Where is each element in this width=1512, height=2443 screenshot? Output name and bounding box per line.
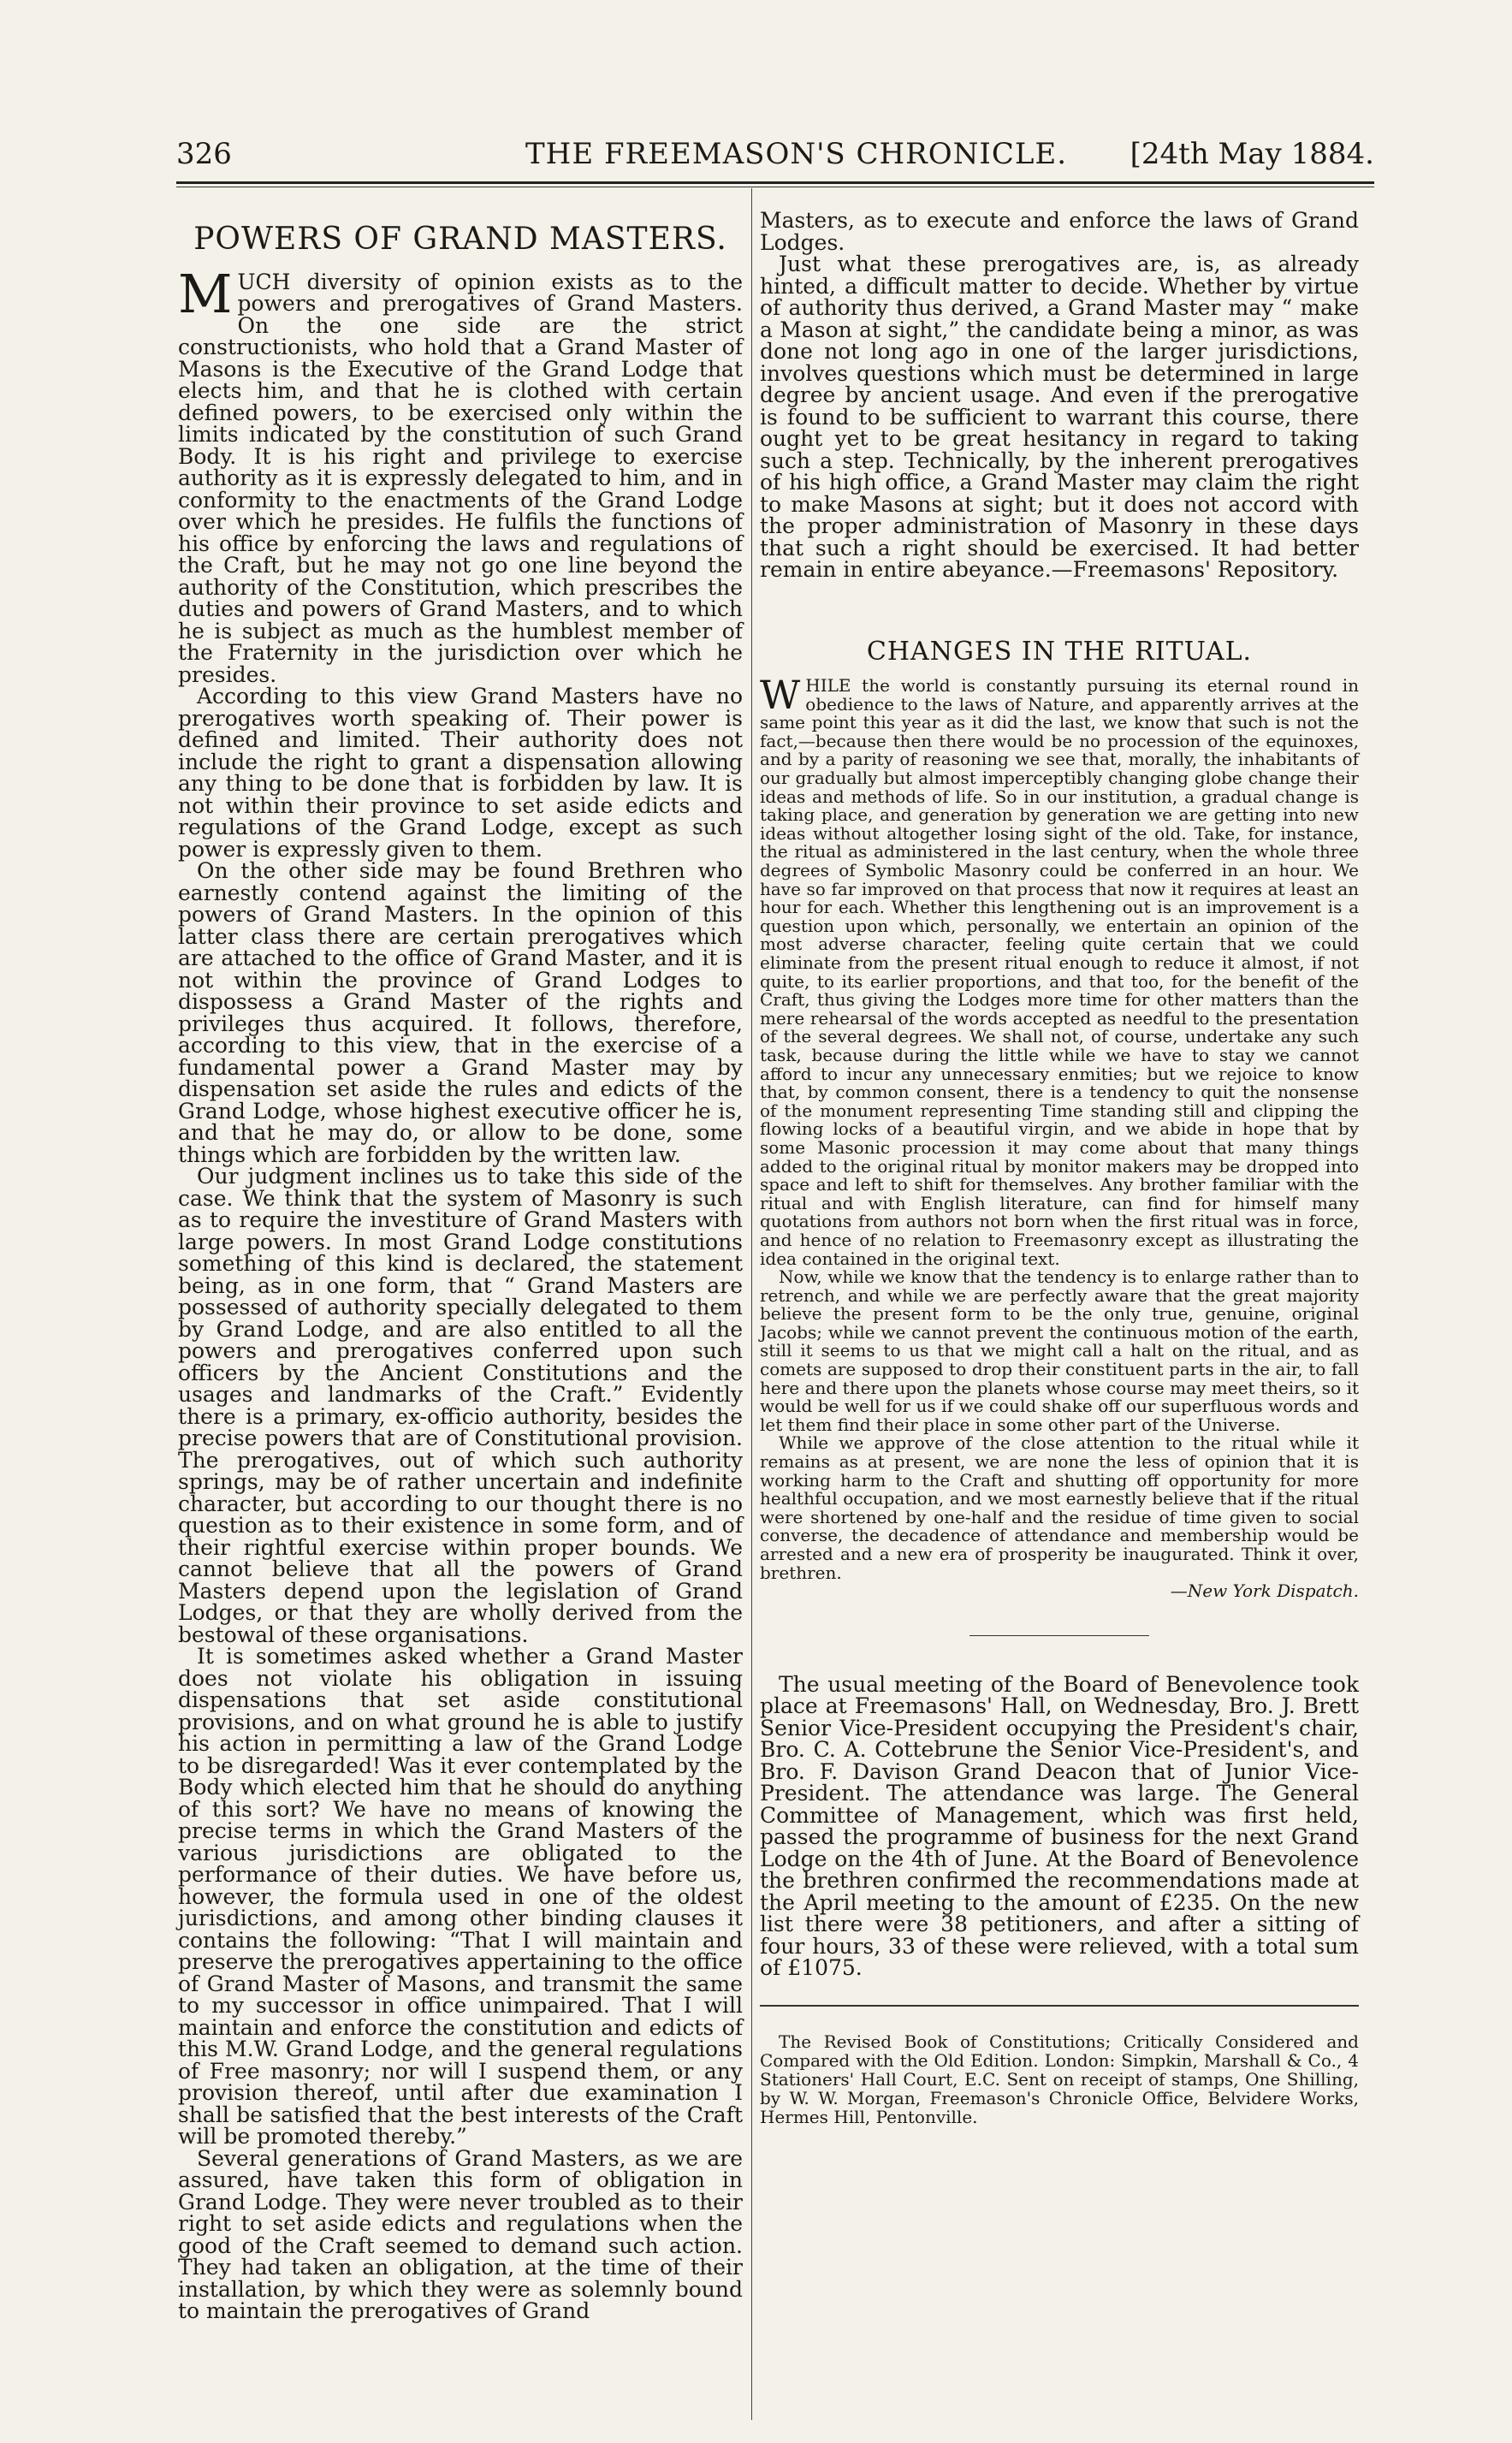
article-paragraph: Our judgment inclines us to take this side of the case. We think that the system of Masonry is such as to require the investiture of Grand Masters with large powers. In most Grand Lodge constitutions something of this kind is declared, the statement being, as in one form, that “ Grand Masters are possessed of authority specially delegated to them by Grand Lodge, and are also entitled to all the powers and prerogatives conferred upon such officers by the Ancient Constitutions and the usages and landmarks of the Craft.” Evidently there is a primary, ex-officio authority, besides the precise powers that are of Constitutional provision. The prerogatives, out of which such authority springs, may be of rather uncertain and indefinite character, but according to our thought there is no question as to their existence in some form, and of their rightful exercise within proper bounds. We cannot believe that all the powers of Grand Masters depend upon the legislation of Grand Lodges, or that they are wholly derived from the bestowal of these organisations. — [178, 1164, 743, 1647]
left-column — [178, 224, 743, 2322]
advert-rule — [760, 2005, 1359, 2007]
drop-cap: W — [760, 672, 801, 719]
advertisement — [760, 2032, 1359, 2126]
article-paragraph: It is sometimes asked whether a Grand Master does not violate his obligation in issuing dispensations that set aside constitutional provisions, and on what ground he is able to justify his action in permitting a law of the Grand Lodge to be disregarded! Was it ever contemplated by the Body which elected him that he should do anything of this sort? We have no means of knowing the precise terms in which the Grand Masters of the various jurisdictions are obligated to the performance of their duties. We have before us, however, the formula used in one of the oldest jurisdictions, and among other binding clauses it contains the following: “That I will maintain and preserve the prerogatives appertaining to the office of Grand Master of Masons, and transmit the same to my successor in office unimpaired. That I will maintain and enforce the constitution and edicts of this M.W. Grand Lodge, and the general regulations of Free masonry; nor will I suspend them, or any provision thereof, until after due examination I shall be satisfied that the best interests of the Craft will be promoted thereby.” — [178, 1644, 743, 2149]
article-paragraph: MUCH diversity of opinion exists as to the powers and prerogatives of Grand Masters. On the one side are the strict constructionists, who hold that a Grand Master of Masons is the Executive of the Grand Lodge that elects him, and that he is clothed with certain defined powers, to be exercised only within the limits indicated by the constitution of such Grand Body. It is his right and privilege to exercise authority as it is expressly delegated to him, and in conformity to the enactments of the Grand Lodge over which he presides. He fulfils the functions of his office by enforcing the laws and regulations of the Craft, but he may not go one line beyond the authority of the Constitution, which prescribes the duties and powers of Grand Masters, and to which he is subject as much as the humblest member of the Fraternity in the jurisdiction over which he presides. — [178, 262, 743, 687]
article-paragraph: On the other side may be found Brethren who earnestly contend against the limiting of the powers of Grand Masters. In the opinion of this latter class there are certain prerogatives which are attached to the office of Grand Master, and it is not within the province of Grand Lodges to dispossess a Grand Master of the rights and privileges thus acquired. It follows, therefore, according to this view, that in the exercise of a fundamental power a Grand Master may by dispensation set aside the rules and edicts of the Grand Lodge, whose highest executive officer he is, and that he may do, or allow to be done, some things which are forbidden by the written law. — [178, 858, 743, 1167]
benevolence-notice — [760, 1671, 1359, 1981]
header-rule — [176, 181, 1374, 187]
article-paragraph: WHILE the world is constantly pursuing its eternal round in obedience to the laws of Nature, and apparently arrives at the same point this year as it did the last, we know that such is not the fact,—because then there would be no procession of the equinoxes, and by a parity of reasoning we see that, morally, the inhabitants of our gradually but almost imperceptibly changing globe change their ideas and methods of life. So in our institution, a gradual change is taking place, and generation by generation we are getting into new ideas without altogether losing sight of the old. Take, for instance, the ritual as administered in the last century, when the whole three degrees of Symbolic Masonry could be conferred in an hour. We have so far improved on that process that now it requires at least an hour for each. Whether this lengthening out is an improvement is a question upon which, personally, we entertain an opinion of the most adverse character, feeling quite certain that we could eliminate from the present ritual enough to reduce it almost, if not quite, to its earlier proportions, and that too, for the benefit of the Craft, thus giving the Lodges more time for other matters than the mere rehearsal of the words accepted as needful to the presentation of the several degrees. We shall not, of course, undertake any such task, because during the little while we have to stay we cannot afford to incur any unnecessary enmities; but we rejoice to know that, by common consent, there is a tendency to quit the nonsense of the monument representing Time standing still and clipping the flowing locks of a beautiful virgin, and we abide in hope that by some Masonic procession it may come about that many things added to the original ritual by monitor makers may be dropped into space and left to shift for themselves. Any brother familiar with the ritual and with English literature, can find for himself many quotations from authors not born when the first ritual was in force, and hence of no relation to Freemasonry except as illustrating the idea contained in the original text. — [760, 672, 1359, 1269]
right-column — [760, 210, 1359, 2126]
article-paragraph: Several generations of Grand Masters, as we are assured, have taken this form of obligation in Grand Lodge. They were never troubled as to their right to set aside edicts and regulations when the good of the Craft seemed to demand such action. They had taken an obligation, at the time of their installation, by which they were as solemnly bound to maintain the prerogatives of Grand — [178, 2145, 743, 2324]
column-divider — [751, 188, 752, 2420]
section-rule — [969, 1635, 1149, 1636]
advert-text: The Revised Book of Constitutions; Critically Considered and Compared with the Old Edition. London: Simpkin, Marshall & Co., 4 Stationers' Hall Court, E.C. Sent on receipt of stamps, One Shilling, by W. W. Morgan, Freemason's Chronicle Office, Belvidere Works, Hermes Hill, Pentonville. — [760, 2031, 1359, 2127]
masthead: THE FREEMASON'S CHRONICLE. — [525, 137, 1068, 171]
drop-cap: M — [178, 262, 233, 325]
notice-paragraph: The usual meeting of the Board of Benevolence took place at Freemasons' Hall, on Wednesday, Bro. J. Brett Senior Vice-President occupying the President's chair, Bro. C. A. Cottebrune the Senior Vice-President's, and Bro. F. Davison Grand Deacon that of Junior Vice-President. The attendance was large. The General Committee of Management, which was first held, passed the programme of business for the next Grand Lodge on the 4th of June. At the Board of Benevolence the brethren confirmed the recommendations made at the April meeting to the amount of £235. On the new list there were 38 petitioners, and after a sitting of four hours, 33 of these were relieved, with a total sum of £1075. — [760, 1671, 1359, 1981]
issue-date: [24th May 1884. — [1130, 137, 1374, 171]
page-number: 326 — [176, 137, 232, 171]
article-title-ritual: CHANGES IN THE RITUAL. — [866, 636, 1253, 667]
article-paragraph: According to this view Grand Masters have no prerogatives worth speaking of. Their power is defined and limited. Their authority does not include the right to grant a dispensation allowing any thing to be done that is forbidden by law. It is not within their province to set aside edicts and regulations of the Grand Lodge, except as such power is expressly given to them. — [178, 684, 743, 862]
article-paragraph: Just what these prerogatives are, is, as already hinted, a difficult matter to decide. Whether by virtue of authority thus derived, a Grand Master may “ make a Mason at sight,” the candidate being a minor, as was done not long ago in one of the larger jurisdictions, involves questions which must be determined in large degree by ancient usage. And even if the prerogative is found to be sufficient to warrant this course, there ought yet to be great hesitancy in regard to taking such a step. Technically, by the inherent prerogatives of his high office, a Grand Master may claim the right to make Masons at sight; but it does not accord with the proper administration of Masonry in these days that such a right should be exercised. It had better remain in entire abeyance.—Freemasons' Repository. — [760, 252, 1359, 582]
article-paragraph: While we approve of the close attention to the ritual while it remains as at present, we are none the less of opinion that it is working harm to the Craft and shutting off opportunity for more healthful occupation, and we most earnestly believe that if the ritual were shortened by one-half and the residue of time given to social converse, the decadence of attendance and membership would be arrested and a new era of prosperity be inaugurated. Think it over, brethren. — [760, 1432, 1359, 1583]
article-continuation — [760, 210, 1359, 581]
page-header — [176, 137, 1374, 180]
article-paragraph: Now, while we know that the tendency is to enlarge rather than to retrench, and while we are perfectly aware that the great majority believe the present form to be the only true, genuine, original Jacobs; while we cannot prevent the continuous motion of the earth, still it seems to us that we might call a halt on the ritual, and as comets are supposed to drop their constituent parts in the air, to fall here and there upon the planets whose course may meet theirs, so it would be well for us if we could shake off our superfluous words and let them find their place in some other part of the Universe. — [760, 1266, 1359, 1435]
article-signature: —New York Dispatch. — [1170, 1580, 1359, 1602]
article-ritual-body — [760, 672, 1359, 1602]
article-paragraph: Masters, as to execute and enforce the laws of Grand Lodges. — [760, 208, 1359, 255]
article-title-powers: POWERS OF GRAND MASTERS. — [193, 222, 727, 257]
